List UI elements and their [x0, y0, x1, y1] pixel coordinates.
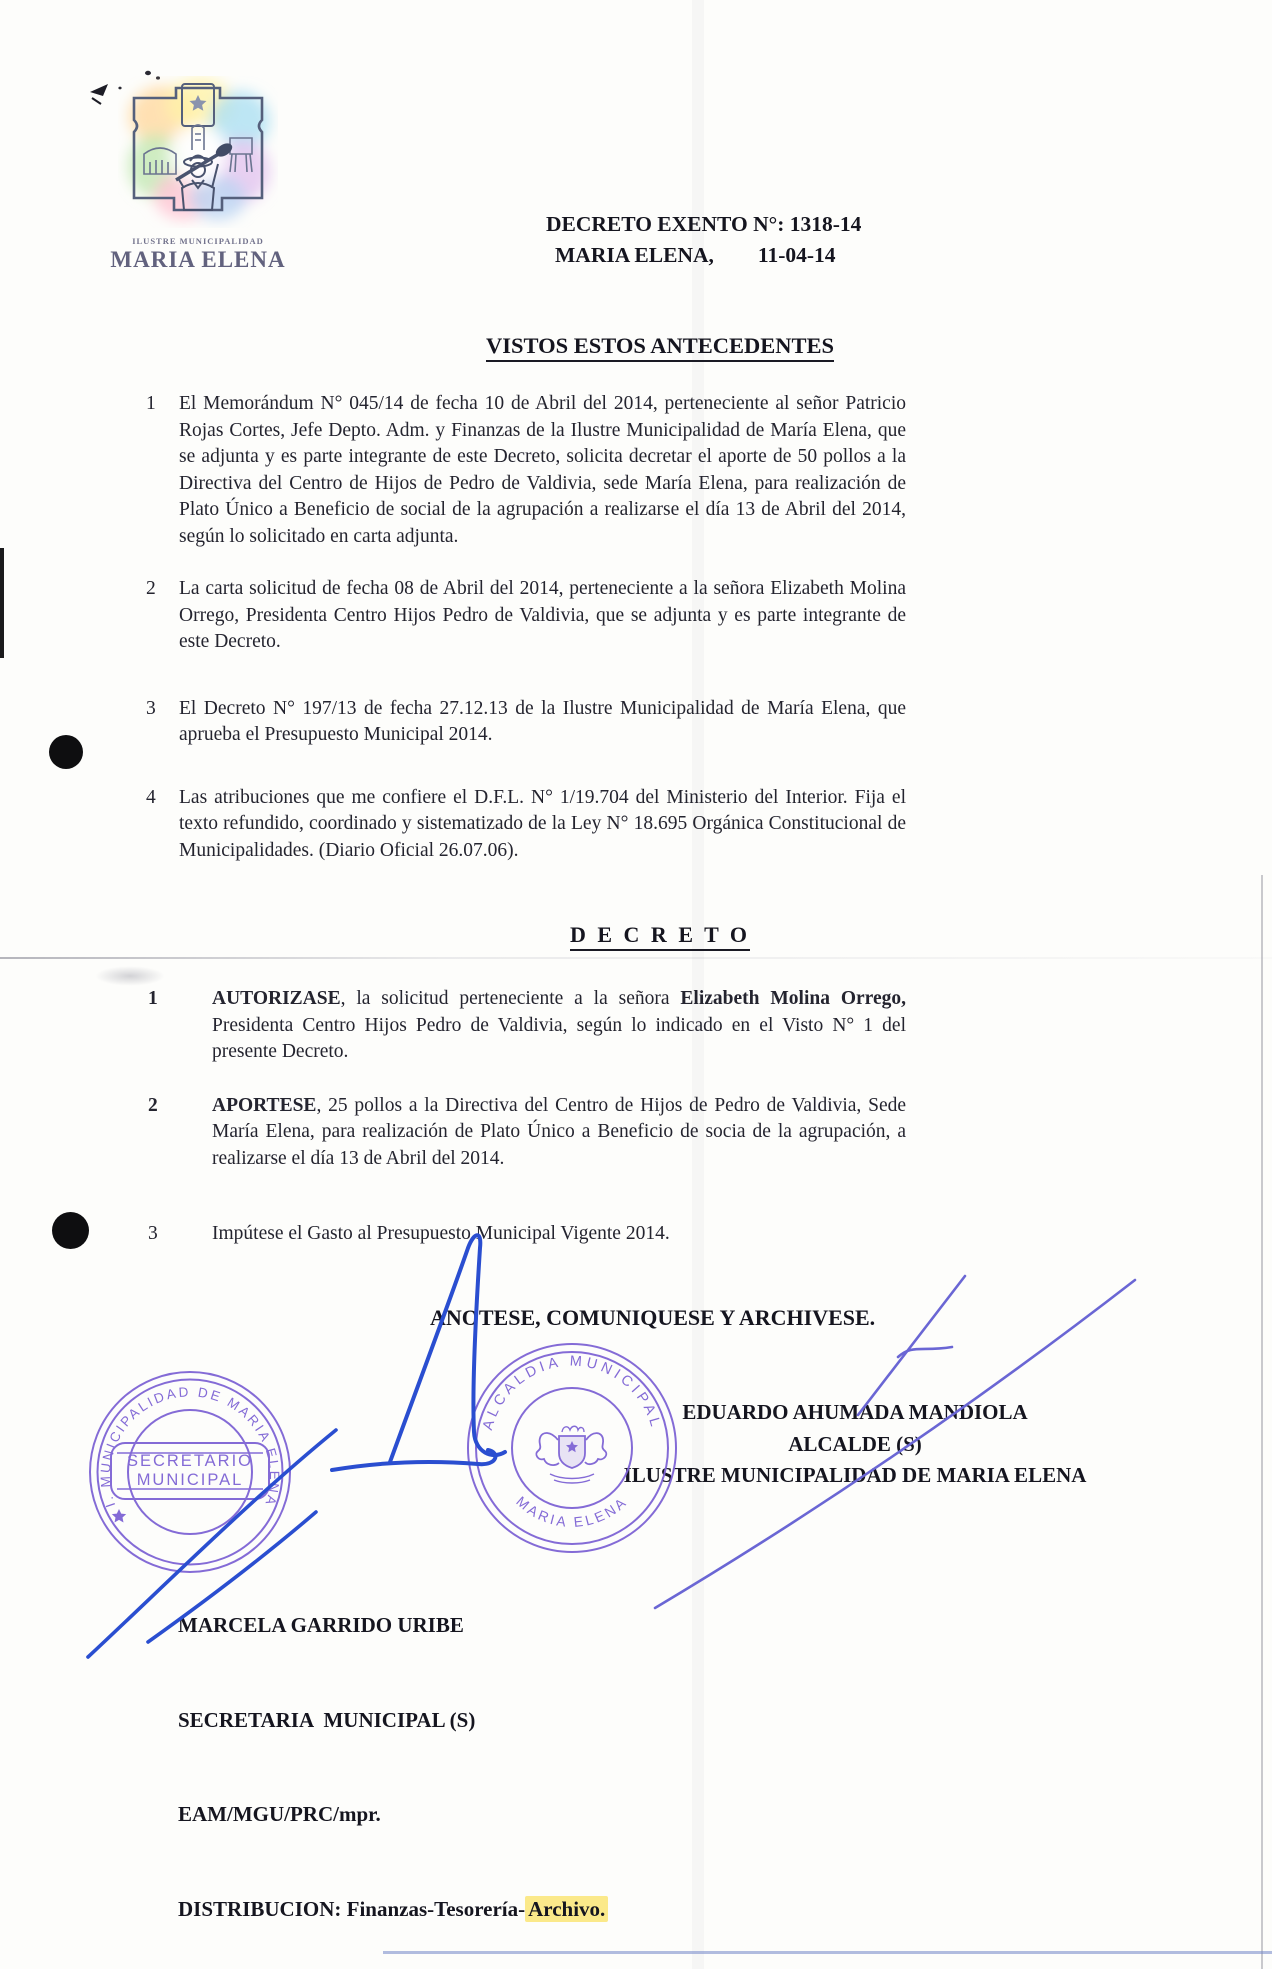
- item-number: 1: [146, 393, 156, 414]
- mayor-org: ILUSTRE MUNICIPALIDAD DE MARIA ELENA: [623, 1463, 1087, 1487]
- decreto-item: [148, 986, 906, 1066]
- decree-date: 11-04-14: [757, 243, 836, 267]
- coat-of-arms: [536, 1426, 606, 1483]
- vistos-heading: VISTOS ESTOS ANTECEDENTES: [486, 333, 834, 362]
- secretary-name: MARCELA GARRIDO URIBE: [178, 1613, 464, 1637]
- decree-number-line: DECRETO EXENTO N°: 1318-14: [546, 212, 862, 236]
- municipal-logo: [118, 76, 278, 228]
- svg-text:MARIA ELENA: [513, 1493, 631, 1530]
- paper-crease-line: [0, 957, 1272, 959]
- item-text: El Memorándum N° 045/14 de fecha 10 de Abril del 2014, perteneciente al señor Patricio Rojas Cortes, Jefe Depto. Adm. y Finanzas de la Ilustre Municipalidad de María Elena, que se adjunta y es parte integrante de este Decreto, solicita decretar el aporte de 50 pollos a la Directiva del Centro de Hijos de Pedro de Valdivia, sede María Elena, para realización de Plato Único a Beneficio de social de la agrupación a realizarse el día 13 de Abril del 2014, según lo solicitado en carta adjunta.: [179, 393, 906, 547]
- secretary-stamp: [85, 1367, 297, 1579]
- svg-text:I. MUNICIPALIDAD DE MARIA ELEN: [98, 1384, 282, 1509]
- vistos-item: [146, 785, 906, 865]
- item-text: La carta solicitud de fecha 08 de Abril del 2014, perteneciente a la señora Elizabeth Molina Orrego, Presidenta Centro Hijos Pedro de Valdivia, que se adjunta y es parte integrante de este Decreto.: [179, 578, 906, 652]
- distribution-line: DISTRIBUCION: Finanzas-Tesorería- Archivo.: [178, 1894, 608, 1926]
- item-number: 2: [146, 578, 156, 599]
- item-number: 1: [148, 988, 158, 1009]
- item-text: AUTORIZASE, la solicitud perteneciente a la señora Elizabeth Molina Orrego, Presidenta Centro Hijos Pedro de Valdivia, según lo indicado en el Visto N° 1 del presente Decreto.: [212, 988, 906, 1062]
- secretary-role: SECRETARIA MUNICIPAL (S): [178, 1707, 476, 1732]
- scan-light-band: [692, 0, 704, 1969]
- paper-smudge: [95, 966, 165, 986]
- closing-formula: ANOTESE, COMUNIQUESE Y ARCHIVESE.: [430, 1305, 876, 1330]
- mayor-stamp: [462, 1340, 682, 1560]
- vistos-list: [146, 391, 906, 890]
- decree-place: MARIA ELENA,: [555, 243, 714, 267]
- decreto-item: [148, 1093, 906, 1173]
- decreto-list: [148, 986, 906, 1275]
- secretary-stamp-ring-text: I. MUNICIPALIDAD DE MARIA ELENA: [97, 1384, 283, 1510]
- item-number: 3: [148, 1223, 158, 1244]
- scanner-edge-mark: [0, 548, 4, 658]
- mayor-role: ALCALDE (S): [788, 1431, 922, 1456]
- page-right-edge-shadow: [1261, 875, 1263, 1969]
- item-text: Impútese el Gasto al Presupuesto Municipal Vigente 2014.: [212, 1223, 670, 1244]
- secretary-stamp-line2: MUNICIPAL: [136, 1471, 244, 1489]
- item-text: El Decreto N° 197/13 de fecha 27.12.13 de la Ilustre Municipalidad de María Elena, que aprueba el Presupuesto Municipal 2014.: [179, 697, 906, 745]
- item-number: 3: [146, 697, 156, 719]
- logo-org-line: ILUSTRE MUNICIPALIDAD: [132, 236, 264, 246]
- decree-header: [546, 209, 861, 271]
- secretary-initials: EAM/MGU/PRC/mpr.: [178, 1802, 381, 1826]
- mayor-stamp-bottom-arc: MARIA ELENA: [513, 1492, 631, 1530]
- item-number: 4: [146, 786, 156, 808]
- vistos-item: [146, 576, 906, 656]
- black-dot-mark: [49, 735, 83, 769]
- vistos-item: [146, 391, 906, 550]
- mayor-stamp-top-arc: ALCALDIA MUNICIPAL: [479, 1353, 664, 1433]
- municipal-logo-block: [110, 76, 286, 273]
- item-text: APORTESE, 25 pollos a la Directiva del Centro de Hijos de Pedro de Valdivia, Sede María Elena, para realización de Plato Único a Beneficio de socia de la agrupación, a realizarse el día 13 de Abril del 2014.: [212, 1094, 906, 1169]
- vistos-item: [146, 696, 906, 749]
- decreto-heading: D E C R E T O: [570, 922, 750, 951]
- stamp-star-icon: [112, 1509, 126, 1523]
- secretary-stamp-line1: SECRETARIO: [126, 1452, 254, 1470]
- highlighted-word: Archivo.: [525, 1896, 608, 1922]
- logo-org-name: MARIA ELENA: [110, 247, 286, 272]
- item-text: Las atribuciones que me confiere el D.F.L. N° 1/19.704 del Ministerio del Interior. Fija el texto refundido, coordinado y sistematizado de la Ley N° 18.695 Orgánica Constitucional de Municipalidades. (Diario Oficial 26.07.06).: [179, 786, 906, 861]
- decreto-item: [148, 1221, 906, 1248]
- secretary-signature-block: [178, 1547, 608, 1969]
- mayor-name: EDUARDO AHUMADA MANDIOLA: [682, 1400, 1028, 1424]
- black-dot-mark: [52, 1212, 89, 1249]
- item-number: 2: [148, 1094, 158, 1116]
